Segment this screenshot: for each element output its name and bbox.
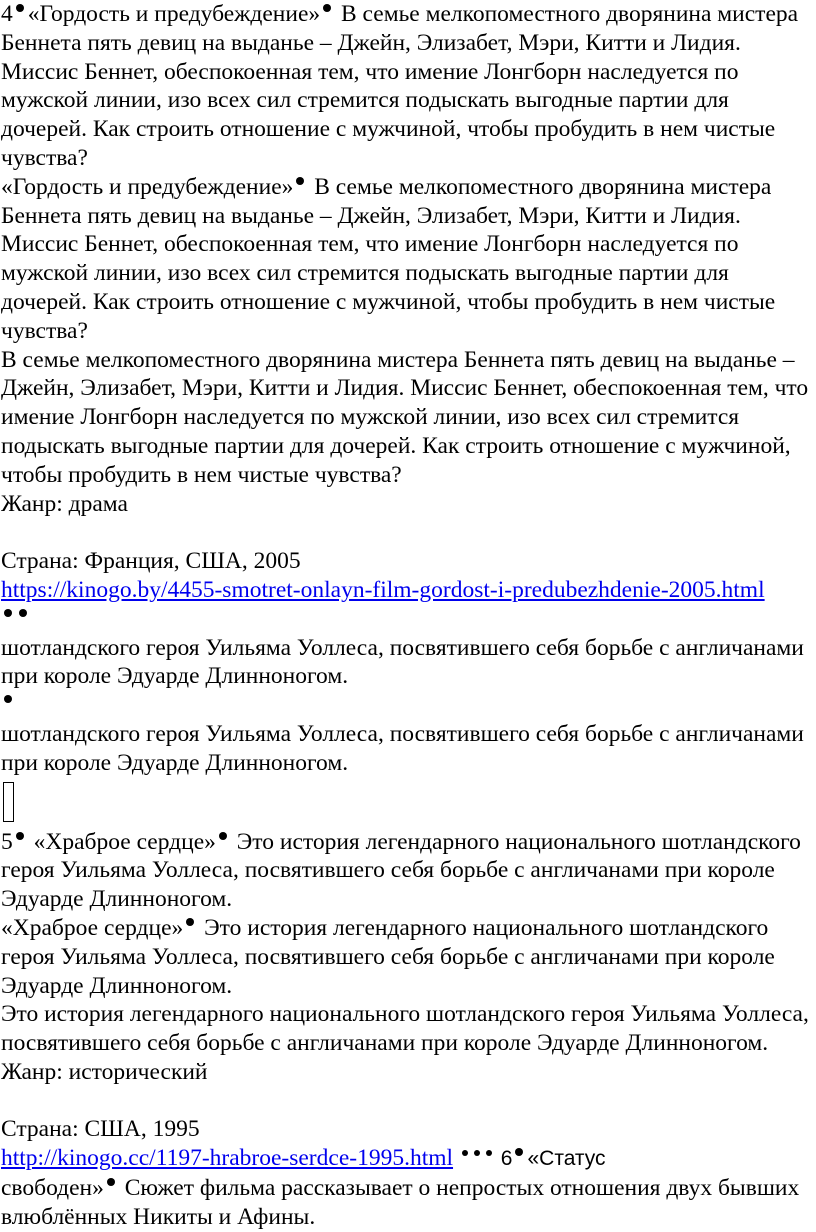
bullet-dot-icon <box>486 1150 492 1156</box>
item5-country: Страна: США, 1995 <box>1 1116 200 1143</box>
fragment-text-a: шотландского героя Уильяма Уоллеса, посвятившего себя борьбе с англичанами при короле Эдуарде Длинноногом. <box>1 634 804 690</box>
item4-description: В семье мелкопоместного дворянина мистера Беннета пять девиц на выданье – Джейн, Элизабет, Мэри, Китти и Лидия. Миссис Беннет, обеспокоенная тем, что имение Лонгборн наследуется по мужской линии, изо всех сил стремится подыскать выгодные партии для дочерей. Как строить отношение с мужчиной, чтобы пробудить в нем чистые чувства? <box>1 346 809 488</box>
item5-title: «Храброе сердце» <box>27 828 216 855</box>
bullet-dot-icon <box>4 609 12 617</box>
item5-title-repeat: «Храброе сердце» <box>1 914 184 941</box>
bullet-dot-icon <box>19 609 27 617</box>
item6-lead: Сюжет фильма рассказывает о непростых отношения двух бывших влюблённых Никиты и Афины. <box>1 1175 800 1230</box>
item4-lead: В семье мелкопоместного дворянина мистера Беннета пять девиц на выданье – Джейн, Элизабет, Мэри, Китти и Лидия. Миссис Беннет, обеспокоенная тем, что имение Лонгборн наследуется по мужской линии, изо всех сил стремится подыскать выгодные партии для дочерей. Как строить отношение с мужчиной, чтобы пробудить в нем чистые чувства? <box>1 1 799 171</box>
item4-title-repeat: «Гордость и предубеждение» <box>1 173 294 200</box>
bullet-row <box>1 691 813 720</box>
item5-description: Это история легендарного национального шотландского героя Уильяма Уоллеса, посвятившего себя борьбе с англичанами при короле Эдуарде Длинноногом. <box>1 1001 809 1057</box>
item4-lead-repeat: В семье мелкопоместного дворянина мистера Беннета пять девиц на выданье – Джейн, Элизабет, Мэри, Китти и Лидия. Миссис Беннет, обеспокоенная тем, что имение Лонгборн наследуется по мужской линии, изо всех сил стремится подыскать выгодные партии для дочерей. Как строить отношение с мужчиной, чтобы пробудить в нем чистые чувства? <box>1 173 776 344</box>
item4-country: Страна: Франция, США, 2005 <box>1 548 301 575</box>
bullet-dot-icon <box>219 832 227 840</box>
bullet-dot-icon <box>107 1178 115 1186</box>
item5-heading-paragraph <box>1 828 813 914</box>
document-page <box>1 0 813 1232</box>
item4-genre: Жанр: драма <box>1 490 128 517</box>
item4-heading-paragraph <box>1 0 813 173</box>
item6-paragraph <box>1 1174 813 1232</box>
item6-number: 6 <box>500 1147 513 1171</box>
item5-genre: Жанр: исторический <box>1 1058 208 1085</box>
item5-number: 5 <box>1 828 13 855</box>
fragment-text-b: шотландского героя Уильяма Уоллеса, посвятившего себя борьбе с англичанами при короле Эдуарде Длинноногом. <box>1 720 804 776</box>
bullet-dot-icon <box>4 695 12 703</box>
item5-lead: Это история легендарного национального шотландского героя Уильяма Уоллеса, посвятившего себя борьбе с англичанами при короле Эдуарде Длинноногом. <box>1 828 801 913</box>
bullet-dot-icon <box>296 177 304 185</box>
item4-link[interactable]: https://kinogo.by/4455-smotret-onlayn-film-gordost-i-predubezhdenie-2005.html <box>1 576 765 603</box>
bullet-dot-icon <box>515 1148 523 1156</box>
spacer <box>1 1087 813 1116</box>
item5-lead-repeat: Это история легендарного национального шотландского героя Уильяма Уоллеса, посвятившего себя борьбе с англичанами при короле Эдуарде Длинноногом. <box>1 914 775 999</box>
bullet-dot-icon <box>474 1150 480 1156</box>
item5-link-row <box>1 1144 813 1174</box>
bullet-row <box>1 605 813 634</box>
spacer <box>1 518 813 547</box>
bullet-dot-icon <box>323 4 331 12</box>
item5-repeat-paragraph <box>1 914 813 1000</box>
bullet-dot-icon <box>186 918 194 926</box>
item4-repeat-paragraph <box>1 173 813 346</box>
item4-title: «Гордость и предубеждение» <box>27 1 321 27</box>
bullet-dot-icon <box>462 1150 468 1156</box>
item4-number: 4 <box>1 1 13 27</box>
item5-link[interactable]: http://kinogo.cc/1197-hrabroe-serdce-1995.html <box>1 1145 454 1172</box>
item6-title-end: свободен» <box>1 1175 104 1202</box>
item6-title-start: «Статус <box>527 1147 606 1171</box>
bullet-dot-icon <box>16 4 24 12</box>
bullet-dot-icon <box>16 832 24 840</box>
empty-frame-box <box>3 782 14 822</box>
